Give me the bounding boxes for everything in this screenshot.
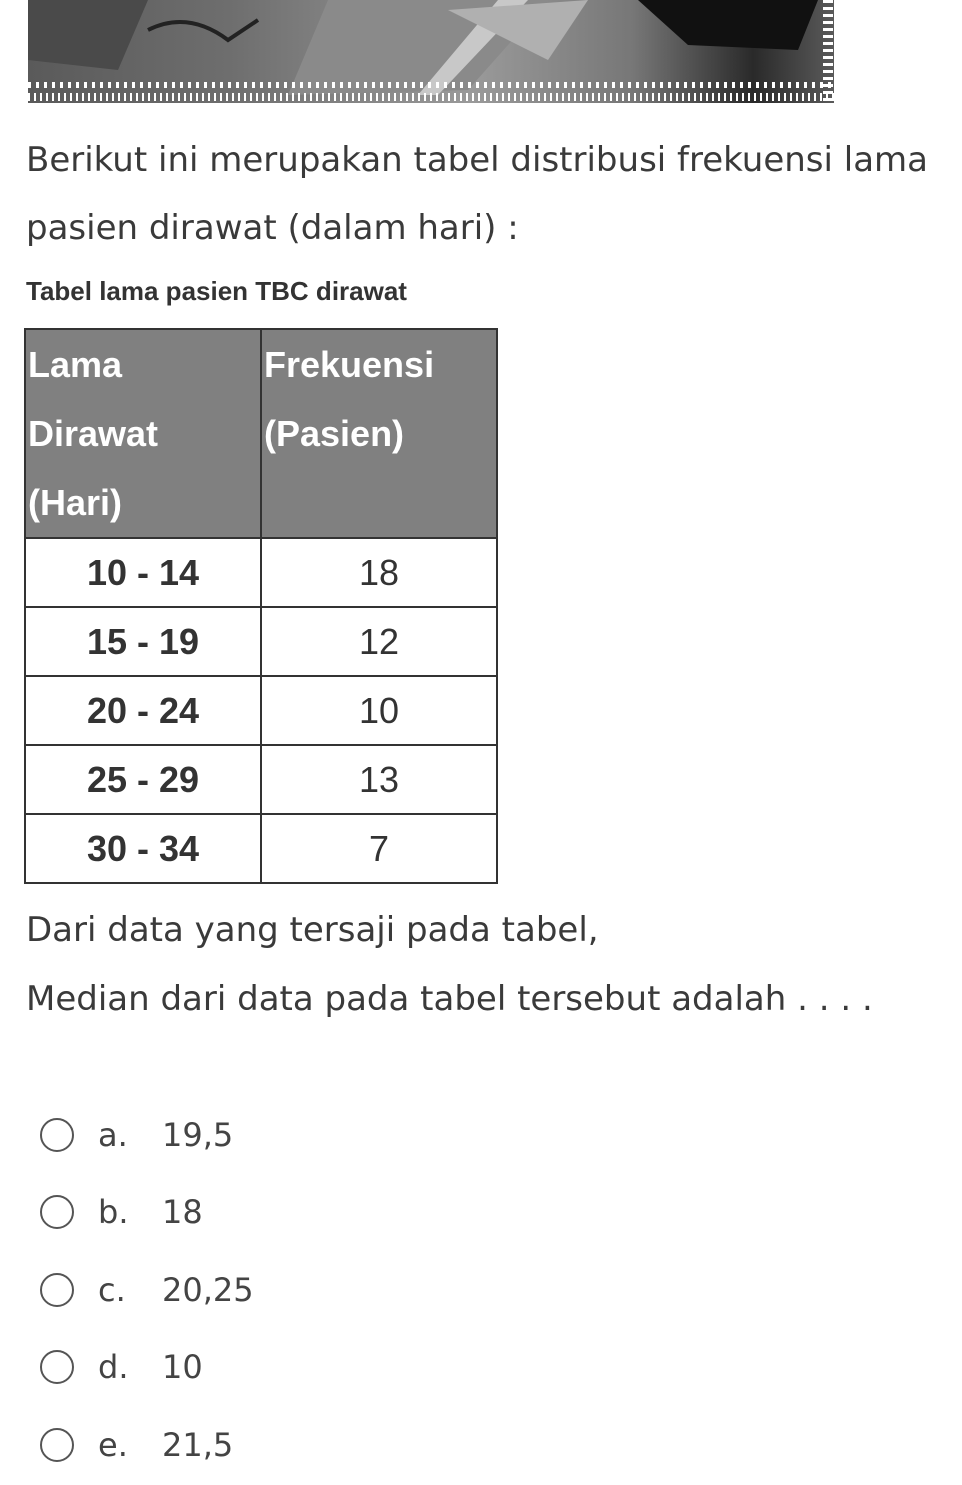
option-text: 10 xyxy=(162,1348,203,1387)
table-caption: Tabel lama pasien TBC dirawat xyxy=(26,276,407,306)
question-line-2: Median dari data pada tabel tersebut adalah . . . . xyxy=(26,979,873,1019)
table-row xyxy=(25,607,497,676)
intro-text xyxy=(26,126,956,262)
cell-frequency: 18 xyxy=(261,538,497,607)
question-text xyxy=(26,896,956,1034)
header-frequency-line-2: (Pasien) xyxy=(264,413,405,454)
cell-frequency: 12 xyxy=(261,607,497,676)
radio-icon[interactable] xyxy=(40,1118,74,1152)
intro-line-2: pasien dirawat (dalam hari) : xyxy=(26,208,519,248)
radio-icon[interactable] xyxy=(40,1195,74,1229)
cell-range: 10 - 14 xyxy=(25,538,261,607)
option-letter: b. xyxy=(98,1193,129,1232)
option-b[interactable] xyxy=(40,1174,254,1252)
table-row xyxy=(25,538,497,607)
option-c[interactable] xyxy=(40,1251,254,1329)
option-letter: a. xyxy=(98,1115,128,1154)
cell-frequency: 10 xyxy=(261,676,497,745)
cell-frequency: 7 xyxy=(261,814,497,883)
radio-icon[interactable] xyxy=(40,1428,74,1462)
photo-illustration xyxy=(28,0,834,103)
cell-range: 30 - 34 xyxy=(25,814,261,883)
cell-range: 20 - 24 xyxy=(25,676,261,745)
question-photo xyxy=(28,0,834,103)
table-header-row xyxy=(25,329,497,538)
option-letter: c. xyxy=(98,1270,126,1309)
option-d[interactable] xyxy=(40,1329,254,1407)
option-text: 18 xyxy=(162,1193,203,1232)
option-letter: d. xyxy=(98,1348,129,1387)
intro-line-1: Berikut ini merupakan tabel distribusi frekuensi lama xyxy=(26,140,929,180)
option-letter: e. xyxy=(98,1425,128,1464)
header-duration-line-2: Dirawat xyxy=(28,413,159,454)
header-duration-line-1: Lama xyxy=(28,344,123,385)
question-line-1: Dari data yang tersaji pada tabel, xyxy=(26,910,599,950)
table-row xyxy=(25,814,497,883)
cell-range: 15 - 19 xyxy=(25,607,261,676)
frequency-table xyxy=(24,328,498,884)
option-a[interactable] xyxy=(40,1096,254,1174)
table-row xyxy=(25,676,497,745)
header-frequency-line-1: Frekuensi xyxy=(264,344,435,385)
option-text: 19,5 xyxy=(162,1115,234,1154)
option-text: 20,25 xyxy=(162,1270,254,1309)
cell-frequency: 13 xyxy=(261,745,497,814)
radio-icon[interactable] xyxy=(40,1350,74,1384)
header-duration-line-3: (Hari) xyxy=(28,482,123,523)
answer-options xyxy=(40,1096,254,1484)
table-row xyxy=(25,745,497,814)
option-e[interactable] xyxy=(40,1406,254,1484)
cell-range: 25 - 29 xyxy=(25,745,261,814)
header-frequency xyxy=(261,329,497,538)
option-text: 21,5 xyxy=(162,1425,234,1464)
radio-icon[interactable] xyxy=(40,1273,74,1307)
header-duration xyxy=(25,329,261,538)
